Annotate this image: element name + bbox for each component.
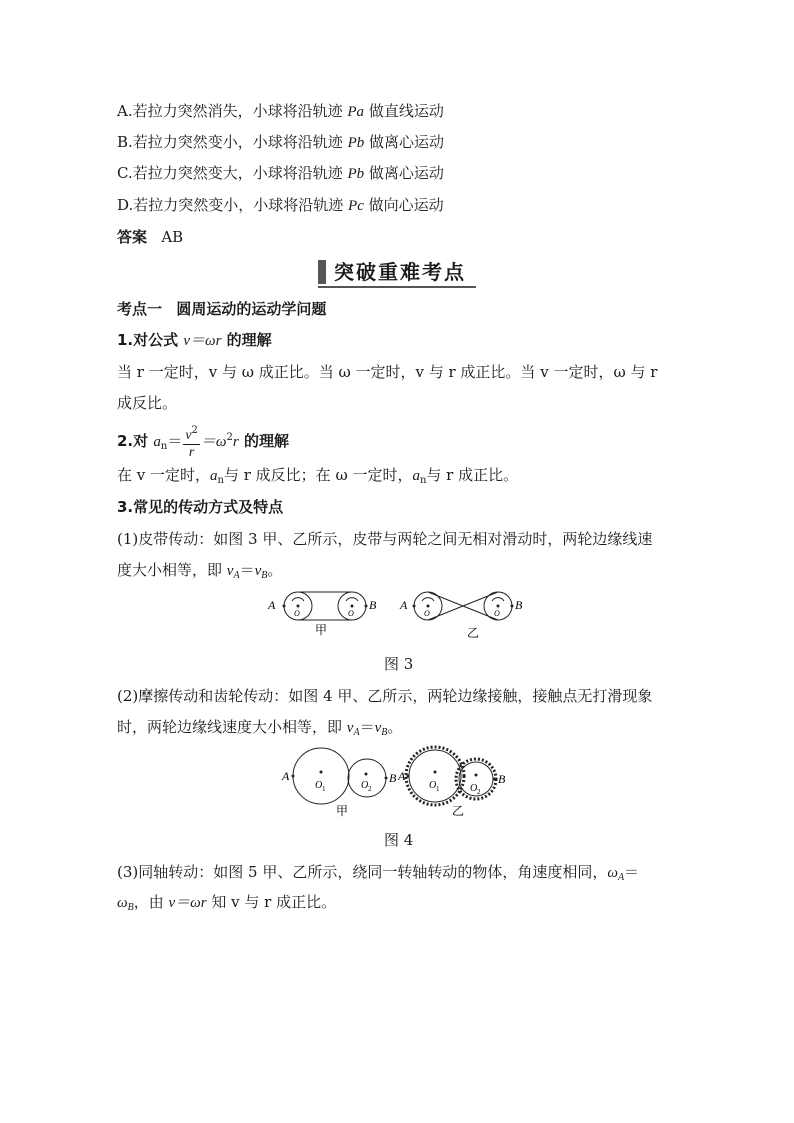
svg-text:A: A: [282, 769, 290, 783]
fig3-label-b: B: [369, 598, 377, 612]
option-a: A.若拉力突然消失，小球将沿轨迹 Pa 做直线运动: [117, 102, 444, 120]
item3-heading: 3.常见的传动方式及特点: [117, 498, 284, 516]
svg-text:O: O: [429, 780, 437, 791]
banner-title: 突破重难考点: [334, 260, 466, 284]
item1-text-line1: 当 r 一定时，v 与 ω 成正比。当 ω 一定时，v 与 r 成正比。当 v 一定时，ω 与 r: [117, 363, 658, 381]
fig3-left-label: 甲: [315, 623, 328, 637]
svg-text:O: O: [294, 609, 300, 618]
svg-text:B: B: [389, 771, 397, 785]
coaxial-line2: $\omega_B$，由 v＝ωr 知 v 与 r 成正比。: [117, 893, 337, 913]
svg-text:A: A: [400, 598, 408, 612]
friction-drive-line2: 时，两轮边缘线速度大小相等，即 $v_A=v_B$。: [117, 718, 403, 738]
option-d: D.若拉力突然变小，小球将沿轨迹 Pc 做向心运动: [117, 196, 444, 214]
figure4-friction-wheels: [292, 748, 388, 804]
svg-text:O: O: [424, 609, 430, 618]
fig4-left-label: 甲: [336, 804, 349, 818]
figure4-gear-wheels: [406, 747, 496, 805]
fig3-right-label: 乙: [467, 626, 480, 640]
svg-text:2: 2: [368, 785, 372, 793]
item1-heading: 1.对公式 v＝ωr 的理解: [117, 331, 272, 349]
figure4-caption: 图 4: [384, 831, 414, 849]
option-c: C.若拉力突然变大，小球将沿轨迹 Pb 做离心运动: [117, 164, 444, 182]
topic-heading: 考点一 圆周运动的运动学问题: [117, 300, 327, 318]
section-banner: [318, 258, 476, 286]
fig4-right-label: 乙: [452, 804, 465, 818]
answer-label: 答案: [117, 228, 148, 246]
answer-value: AB: [161, 228, 184, 246]
fraction-v2-over-r: $\frac{v^2}{r}$: [185, 425, 198, 460]
banner-bar: [318, 260, 326, 284]
svg-text:1: 1: [436, 785, 440, 793]
svg-text:1: 1: [322, 785, 326, 793]
svg-text:A: A: [398, 769, 406, 783]
answer-line: [117, 227, 183, 247]
svg-text:O: O: [315, 780, 323, 791]
coaxial-line1: (3)同轴转动：如图 5 甲、乙所示，绕同一转轴转动的物体，角速度相同，$\omega_A=$: [117, 863, 640, 883]
svg-text:B: B: [498, 772, 506, 786]
svg-text:2: 2: [477, 788, 481, 796]
item1-text-line2: 成反比。: [117, 394, 178, 412]
figure3-caption: 图 3: [384, 655, 414, 673]
friction-drive-line1: (2)摩擦传动和齿轮传动：如图 4 甲、乙所示，两轮边缘接触，接触点无打滑现象: [117, 687, 653, 705]
svg-text:O: O: [348, 609, 354, 618]
banner-underline: [318, 286, 476, 288]
item2-heading: 2.对 $a_n=$ $\frac{v^2}{r}$ $=\omega^2r$ 的理解: [117, 425, 289, 460]
svg-text:B: B: [515, 598, 523, 612]
belt-drive-line2: 度大小相等，即 $v_A=v_B$。: [117, 561, 283, 581]
figure3-belt-drive: [260, 585, 540, 645]
item2-text: 在 v 一定时，$a_n$与 r 成反比；在 ω 一定时，$a_n$与 r 成正比。: [117, 466, 519, 486]
figure4-friction-gear-drive: [280, 743, 520, 823]
option-b: B.若拉力突然变小，小球将沿轨迹 Pb 做离心运动: [117, 133, 445, 151]
svg-text:O: O: [470, 783, 478, 794]
svg-text:O: O: [361, 780, 369, 791]
svg-text:O: O: [494, 609, 500, 618]
fig3-label-a: A: [268, 598, 276, 612]
belt-drive-line1: (1)皮带传动：如图 3 甲、乙所示，皮带与两轮之间无相对滑动时，两轮边缘线速: [117, 530, 653, 548]
